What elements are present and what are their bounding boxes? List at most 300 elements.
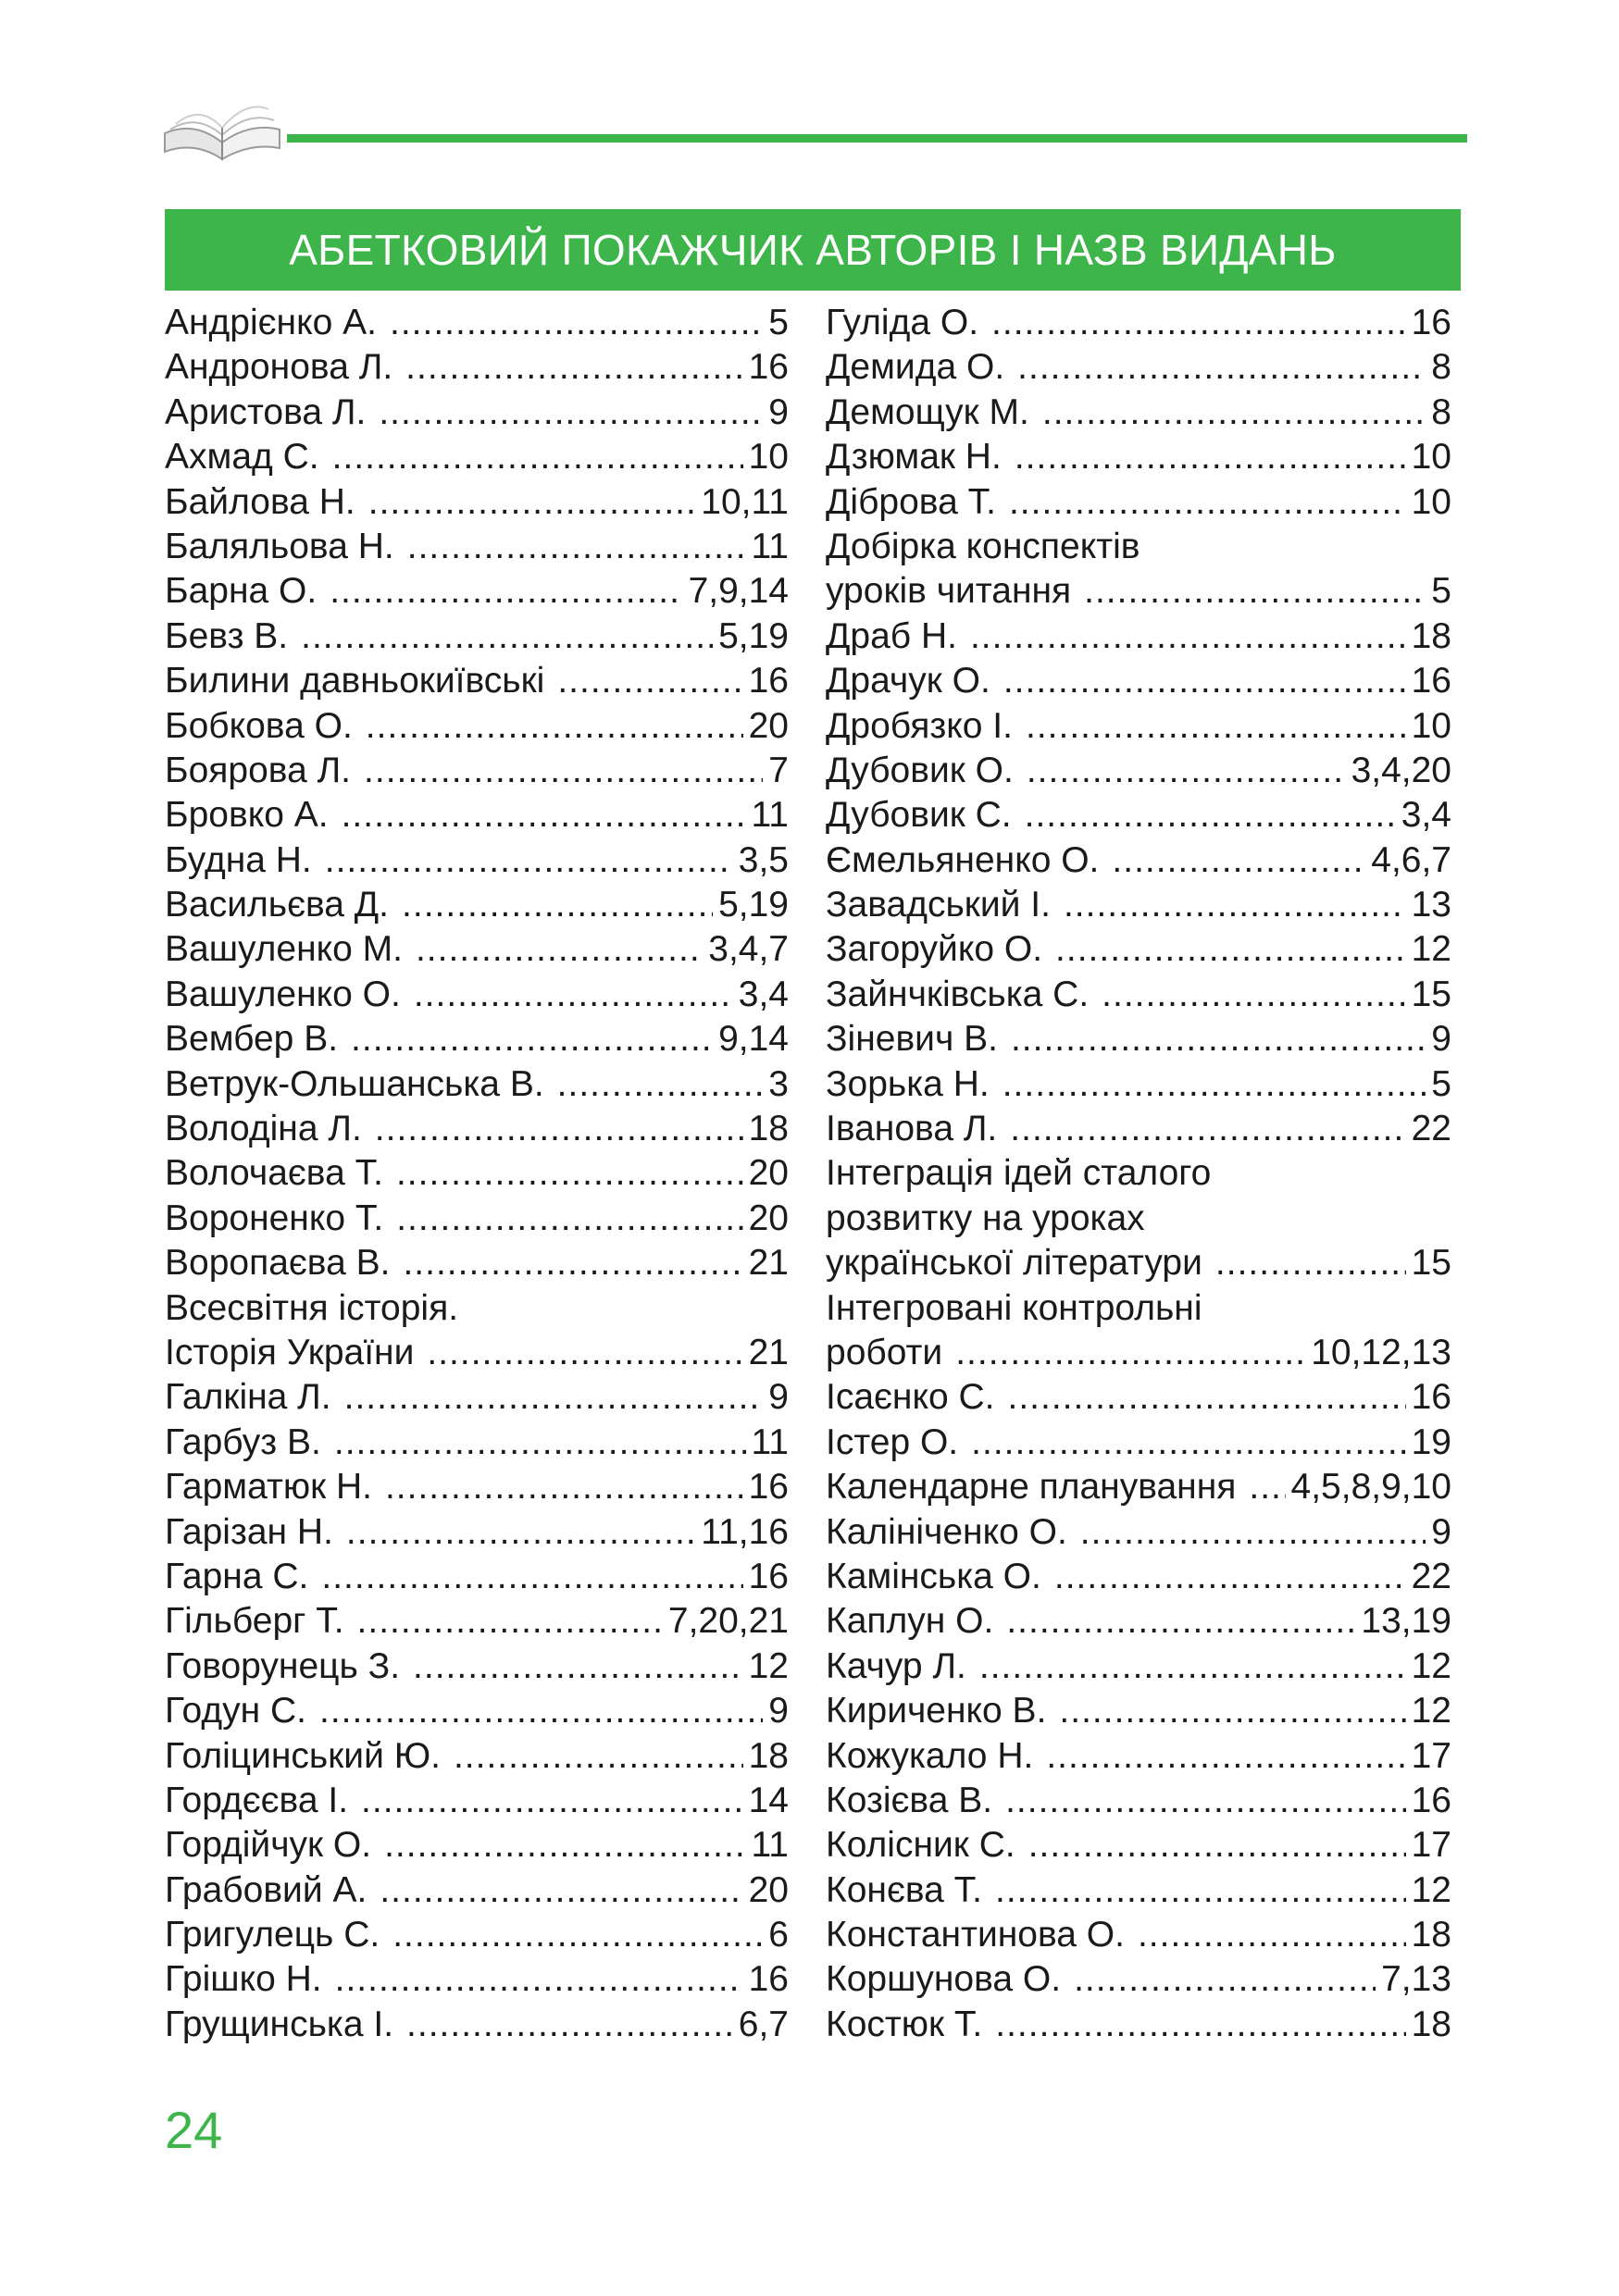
dot-leader — [1059, 1689, 1405, 1733]
entry-pages: 7,20,21 — [667, 1601, 789, 1642]
entry-pages: 22 — [1411, 1556, 1451, 1596]
entry-pages: 12 — [748, 1645, 789, 1686]
entry-name: Гарізан Н. — [165, 1511, 333, 1552]
index-entry — [826, 480, 1451, 525]
index-entry — [165, 1241, 789, 1285]
dot-leader — [396, 1197, 742, 1241]
entry-name: Билини давньокиївські — [165, 661, 545, 701]
dot-leader — [332, 435, 743, 479]
dot-leader — [301, 614, 713, 659]
index-entry — [826, 704, 1451, 749]
entry-name: Ісаєнко С. — [826, 1377, 995, 1418]
entry-pages: 11 — [751, 795, 789, 836]
entry-name: Аристова Л. — [165, 391, 367, 432]
dot-leader — [1025, 793, 1396, 838]
entry-name: Гарматюк Н. — [165, 1467, 372, 1508]
dot-leader — [1074, 1957, 1376, 2002]
entry-pages: 8 — [1431, 391, 1451, 432]
index-entry — [165, 973, 789, 1017]
entry-name: Андронова Л. — [165, 347, 393, 388]
index-column-left — [165, 301, 789, 2047]
index-entry — [826, 1107, 1451, 1151]
entry-name: Демощук М. — [826, 391, 1029, 432]
entry-name: Байлова Н. — [165, 481, 355, 522]
entry-pages: 4,5,8,9,10 — [1290, 1467, 1451, 1508]
entry-name: Конєва Т. — [826, 1869, 982, 1910]
index-entry — [826, 749, 1451, 793]
dot-leader — [380, 1868, 742, 1913]
index-entry — [165, 1151, 789, 1196]
entry-pages: 3 — [768, 1063, 789, 1104]
index-entry — [826, 1465, 1451, 1509]
entry-pages: 21 — [748, 1243, 789, 1284]
index-entry — [826, 1599, 1451, 1644]
dot-leader — [361, 1779, 743, 1823]
index-entry — [165, 659, 789, 703]
entry-name: Ветрук-Ольшанська В. — [165, 1063, 544, 1104]
dot-leader — [364, 749, 763, 793]
entry-pages: 8 — [1431, 347, 1451, 388]
entry-pages: 16 — [748, 661, 789, 701]
entry-pages: 16 — [1411, 661, 1451, 701]
entry-name: Гарбуз В. — [165, 1421, 321, 1462]
entry-name: Істер О. — [826, 1421, 959, 1462]
dot-leader — [995, 1868, 1406, 1913]
dot-leader — [1046, 1734, 1405, 1779]
index-entry — [826, 1421, 1451, 1465]
entry-name: Галкіна Л. — [165, 1377, 331, 1418]
index-entry — [826, 1644, 1451, 1689]
entry-name: Колісник С. — [826, 1825, 1015, 1866]
dot-leader — [379, 391, 763, 435]
entry-name: Драчук О. — [826, 661, 990, 701]
entry-pages: 9 — [768, 1691, 789, 1731]
entry-pages: 12 — [1411, 929, 1451, 970]
index-entry — [826, 1151, 1451, 1196]
entry-pages: 9 — [768, 391, 789, 432]
entry-name: Годун С. — [165, 1691, 306, 1731]
dot-leader — [557, 1062, 764, 1107]
entry-name: Гуліда О. — [826, 303, 979, 342]
index-entry — [826, 301, 1451, 345]
entry-name: розвитку на уроках — [826, 1198, 1145, 1238]
index-entry — [826, 1286, 1451, 1331]
dot-leader — [385, 1465, 743, 1509]
entry-name: Кириченко В. — [826, 1691, 1047, 1731]
index-entry — [826, 883, 1451, 927]
index-entry — [165, 569, 789, 614]
entry-name: Драб Н. — [826, 615, 957, 656]
entry-name: Володіна Л. — [165, 1109, 362, 1149]
entry-pages: 10 — [1411, 437, 1451, 478]
dot-leader — [351, 1017, 713, 1061]
entry-name: Козієва В. — [826, 1780, 993, 1820]
index-entry — [165, 1107, 789, 1151]
index-entry — [165, 749, 789, 793]
index-entry — [165, 345, 789, 390]
dot-leader — [1112, 838, 1365, 883]
entry-pages: 18 — [1411, 2004, 1451, 2044]
index-entry — [165, 1957, 789, 2002]
index-entry — [826, 1017, 1451, 1061]
page-number: 24 — [165, 2101, 223, 2159]
entry-name: Зорька Н. — [826, 1063, 990, 1104]
index-entry — [826, 1197, 1451, 1241]
entry-name: Діброва Т. — [826, 481, 996, 522]
entry-name: Константинова О. — [826, 1915, 1125, 1955]
entry-name: Андрієнко А. — [165, 303, 377, 342]
index-entry — [165, 614, 789, 659]
index-entry — [826, 1868, 1451, 1913]
entry-pages: 3,5 — [738, 839, 789, 880]
entry-pages: 18 — [748, 1109, 789, 1149]
entry-name: Каплун О. — [826, 1601, 994, 1642]
index-entry — [826, 838, 1451, 883]
entry-pages: 17 — [1411, 1825, 1451, 1866]
entry-pages: 20 — [748, 1198, 789, 1238]
index-entry — [165, 838, 789, 883]
entry-name: Вашуленко М. — [165, 929, 403, 970]
dot-leader — [357, 1599, 663, 1644]
index-entry — [165, 1510, 789, 1555]
entry-pages: 10 — [1411, 481, 1451, 522]
entry-name: Демида О. — [826, 347, 1005, 388]
dot-leader — [334, 1421, 746, 1465]
entry-pages: 11 — [751, 526, 789, 566]
entry-name: Грішко Н. — [165, 1959, 322, 2000]
entry-name: Загоруйко О. — [826, 929, 1043, 970]
entry-name: Завадський І. — [826, 885, 1051, 925]
dot-leader — [1003, 1062, 1426, 1107]
index-entry — [165, 2003, 789, 2047]
entry-name: Дубовик С. — [826, 795, 1012, 836]
dot-leader — [335, 1957, 743, 2002]
index-entry — [165, 1197, 789, 1241]
dot-leader — [1003, 659, 1406, 703]
entry-name: Боярова Л. — [165, 750, 352, 790]
index-entry — [165, 1823, 789, 1868]
dot-leader — [1054, 1555, 1406, 1599]
entry-pages: 10 — [1411, 705, 1451, 746]
dot-leader — [406, 2003, 733, 2047]
entry-pages: 9 — [768, 1377, 789, 1418]
index-entry — [826, 1375, 1451, 1420]
entry-name: Ємельяненко О. — [826, 839, 1100, 880]
entry-name: Календарне планування — [826, 1467, 1237, 1508]
entry-pages: 22 — [1411, 1109, 1451, 1149]
index-entry — [826, 927, 1451, 972]
index-entry — [165, 927, 789, 972]
index-entry — [826, 614, 1451, 659]
entry-name: Камінська О. — [826, 1556, 1041, 1596]
index-entry — [165, 1689, 789, 1733]
index-column-right — [826, 301, 1451, 2047]
entry-pages: 10,11 — [701, 481, 789, 522]
dot-leader — [427, 1331, 742, 1375]
entry-name: Дубовик О. — [826, 750, 1014, 790]
index-entry — [826, 1331, 1451, 1375]
entry-name: Зіневич В. — [826, 1019, 998, 1060]
index-entry — [165, 1644, 789, 1689]
entry-name: роботи — [826, 1332, 943, 1372]
entry-name: Кожукало Н. — [826, 1735, 1034, 1776]
dot-leader — [366, 704, 743, 749]
entry-name: Васильєва Д. — [165, 885, 390, 925]
entry-name: Баляльова Н. — [165, 526, 394, 566]
entry-pages: 16 — [748, 1959, 789, 2000]
index-entry — [826, 1062, 1451, 1107]
entry-pages: 16 — [748, 347, 789, 388]
index-entry — [165, 704, 789, 749]
dot-leader — [414, 973, 733, 1017]
dot-leader — [1028, 1823, 1406, 1868]
dot-leader — [405, 345, 742, 390]
index-entry — [826, 1779, 1451, 1823]
entry-pages: 13 — [1411, 885, 1451, 925]
entry-pages: 16 — [748, 1467, 789, 1508]
entry-pages: 11 — [751, 1421, 789, 1462]
dot-leader — [413, 1644, 743, 1689]
entry-pages: 3,4,20 — [1351, 750, 1451, 790]
entry-name: Бровко А. — [165, 795, 329, 836]
index-entry — [165, 480, 789, 525]
dot-leader — [1008, 1375, 1406, 1420]
dot-leader — [368, 480, 696, 525]
entry-pages: 16 — [1411, 1780, 1451, 1820]
index-entry — [826, 1689, 1451, 1733]
dot-leader — [1138, 1913, 1406, 1957]
dot-leader — [416, 927, 703, 972]
entry-name: Добірка конспектів — [826, 526, 1140, 566]
dot-leader — [1215, 1241, 1406, 1285]
entry-name: Всесвітня історія. — [165, 1287, 459, 1328]
entry-pages: 10,12,13 — [1311, 1332, 1451, 1372]
dot-leader — [321, 1555, 742, 1599]
index-entry — [165, 1868, 789, 1913]
entry-pages: 20 — [748, 1869, 789, 1910]
entry-name: Будна Н. — [165, 839, 312, 880]
entry-pages: 19 — [1411, 1421, 1451, 1462]
entry-pages: 16 — [1411, 303, 1451, 342]
entry-name: Дробязко І. — [826, 705, 1013, 746]
index-entry — [826, 1957, 1451, 2002]
index-entry — [165, 1555, 789, 1599]
entry-pages: 12 — [1411, 1645, 1451, 1686]
index-entry — [826, 793, 1451, 838]
index-entry — [165, 1286, 789, 1331]
index-entry — [826, 345, 1451, 390]
index-entry — [826, 569, 1451, 614]
dot-leader — [970, 614, 1406, 659]
entry-name: Гордєєва І. — [165, 1780, 349, 1820]
dot-leader — [1005, 1779, 1406, 1823]
dot-leader — [454, 1734, 743, 1779]
dot-leader — [342, 793, 746, 838]
dot-leader — [1010, 1107, 1405, 1151]
dot-leader — [1006, 1599, 1355, 1644]
dot-leader — [1026, 704, 1406, 749]
entry-pages: 3,4 — [738, 974, 789, 1014]
index-entry — [826, 391, 1451, 435]
entry-name: уроків читання — [826, 571, 1072, 612]
dot-leader — [396, 1151, 743, 1196]
dot-leader — [1080, 1510, 1426, 1555]
entry-pages: 7,13 — [1381, 1959, 1451, 2000]
entry-pages: 5 — [1431, 1063, 1451, 1104]
dot-leader — [403, 1241, 742, 1285]
index-entry — [165, 1599, 789, 1644]
entry-name: Інтеграція ідей сталого — [826, 1153, 1212, 1194]
index-entry — [165, 1062, 789, 1107]
entry-pages: 5 — [768, 303, 789, 342]
index-entry — [165, 301, 789, 345]
entry-pages: 12 — [1411, 1869, 1451, 1910]
dot-leader — [1027, 749, 1346, 793]
index-entry — [165, 391, 789, 435]
entry-pages: 5,19 — [718, 615, 789, 656]
entry-name: Воропаєва В. — [165, 1243, 391, 1284]
entry-name: Говорунець З. — [165, 1645, 401, 1686]
entry-name: Вембер В. — [165, 1019, 339, 1060]
entry-pages: 11 — [751, 1825, 789, 1866]
index-entry — [826, 525, 1451, 569]
entry-pages: 16 — [748, 1556, 789, 1596]
index-entry — [165, 1331, 789, 1375]
entry-name: Гарна С. — [165, 1556, 309, 1596]
index-entry — [826, 1510, 1451, 1555]
dot-leader — [330, 569, 682, 614]
dot-leader — [384, 1823, 745, 1868]
entry-name: Історія України — [165, 1332, 415, 1372]
entry-pages: 20 — [748, 705, 789, 746]
dot-leader — [955, 1331, 1305, 1375]
entry-pages: 14 — [748, 1780, 789, 1820]
entry-name: української літератури — [826, 1243, 1202, 1284]
entry-pages: 16 — [1411, 1377, 1451, 1418]
entry-pages: 11,16 — [701, 1511, 789, 1552]
entry-name: Качур Л. — [826, 1645, 966, 1686]
index-entry — [826, 2003, 1451, 2047]
entry-pages: 6,7 — [738, 2004, 789, 2044]
dot-leader — [1084, 569, 1426, 614]
entry-name: Грущинська І. — [165, 2004, 394, 2044]
entry-pages: 15 — [1411, 974, 1451, 1014]
index-entry — [165, 793, 789, 838]
entry-name: Інтегровані контрольні — [826, 1287, 1202, 1328]
index-entry — [826, 1241, 1451, 1285]
index-entry — [826, 1555, 1451, 1599]
entry-name: Калініченко О. — [826, 1511, 1067, 1552]
entry-name: Голіцинський Ю. — [165, 1735, 441, 1776]
dot-leader — [1042, 391, 1426, 435]
entry-name: Гордійчук О. — [165, 1825, 372, 1866]
header-rule — [287, 134, 1467, 143]
dot-leader — [325, 838, 733, 883]
dot-leader — [991, 301, 1406, 345]
entry-name: Вашуленко О. — [165, 974, 401, 1014]
entry-pages: 6 — [768, 1915, 789, 1955]
entry-name: Іванова Л. — [826, 1109, 998, 1149]
index-entry — [826, 1734, 1451, 1779]
dot-leader — [1017, 345, 1426, 390]
dot-leader — [375, 1107, 743, 1151]
entry-pages: 21 — [748, 1332, 789, 1372]
entry-pages: 9 — [1431, 1511, 1451, 1552]
entry-pages: 3,4,7 — [708, 929, 789, 970]
dot-leader — [1064, 883, 1406, 927]
dot-leader — [1102, 973, 1405, 1017]
entry-pages: 18 — [1411, 1915, 1451, 1955]
dot-leader — [402, 883, 713, 927]
entry-pages: 12 — [1411, 1691, 1451, 1731]
entry-pages: 4,6,7 — [1371, 839, 1451, 880]
index-entry — [165, 1421, 789, 1465]
dot-leader — [346, 1510, 695, 1555]
index-entry — [826, 1823, 1451, 1868]
entry-name: Коршунова О. — [826, 1959, 1062, 2000]
entry-pages: 18 — [748, 1735, 789, 1776]
entry-pages: 10 — [748, 437, 789, 478]
entry-name: Зайнчківська С. — [826, 974, 1090, 1014]
entry-name: Барна О. — [165, 571, 318, 612]
index-entry — [165, 1465, 789, 1509]
dot-leader — [1009, 480, 1406, 525]
entry-name: Бевз В. — [165, 615, 289, 656]
entry-pages: 18 — [1411, 615, 1451, 656]
entry-name: Григулець С. — [165, 1915, 380, 1955]
dot-leader — [1011, 1017, 1426, 1061]
entry-pages: 15 — [1411, 1243, 1451, 1284]
index-entry — [826, 973, 1451, 1017]
entry-pages: 17 — [1411, 1735, 1451, 1776]
index-entry — [826, 1913, 1451, 1957]
dot-leader — [979, 1644, 1406, 1689]
dot-leader — [390, 301, 763, 345]
index-entry — [826, 435, 1451, 479]
entry-pages: 9 — [1431, 1019, 1451, 1060]
dot-leader — [392, 1913, 763, 1957]
entry-name: Дзюмак Н. — [826, 437, 1002, 478]
dot-leader — [1055, 927, 1406, 972]
entry-pages: 5 — [1431, 571, 1451, 612]
dot-leader — [1015, 435, 1406, 479]
entry-name: Костюк Т. — [826, 2004, 983, 2044]
entry-name: Грабовий А. — [165, 1869, 367, 1910]
dot-leader — [1249, 1465, 1285, 1509]
entry-name: Ахмад С. — [165, 437, 319, 478]
page-title: АБЕТКОВИЙ ПОКАЖЧИК АВТОРІВ І НАЗВ ВИДАНЬ — [165, 209, 1461, 291]
entry-pages: 20 — [748, 1153, 789, 1194]
entry-pages: 7 — [768, 750, 789, 790]
index-entry — [165, 435, 789, 479]
dot-leader — [557, 659, 742, 703]
index-entry — [165, 1375, 789, 1420]
open-book-icon — [157, 76, 287, 168]
index-entry — [165, 883, 789, 927]
dot-leader — [971, 1421, 1405, 1465]
entry-pages: 5,19 — [718, 885, 789, 925]
index-entry — [165, 1017, 789, 1061]
dot-leader — [407, 525, 746, 569]
entry-pages: 3,4 — [1401, 795, 1451, 836]
entry-name: Волочаєва Т. — [165, 1153, 383, 1194]
index-entry — [165, 1779, 789, 1823]
index-entry — [165, 1913, 789, 1957]
index-entry — [165, 1734, 789, 1779]
entry-pages: 13,19 — [1361, 1601, 1451, 1642]
index-entry — [826, 659, 1451, 703]
entry-name: Гільберг Т. — [165, 1601, 344, 1642]
